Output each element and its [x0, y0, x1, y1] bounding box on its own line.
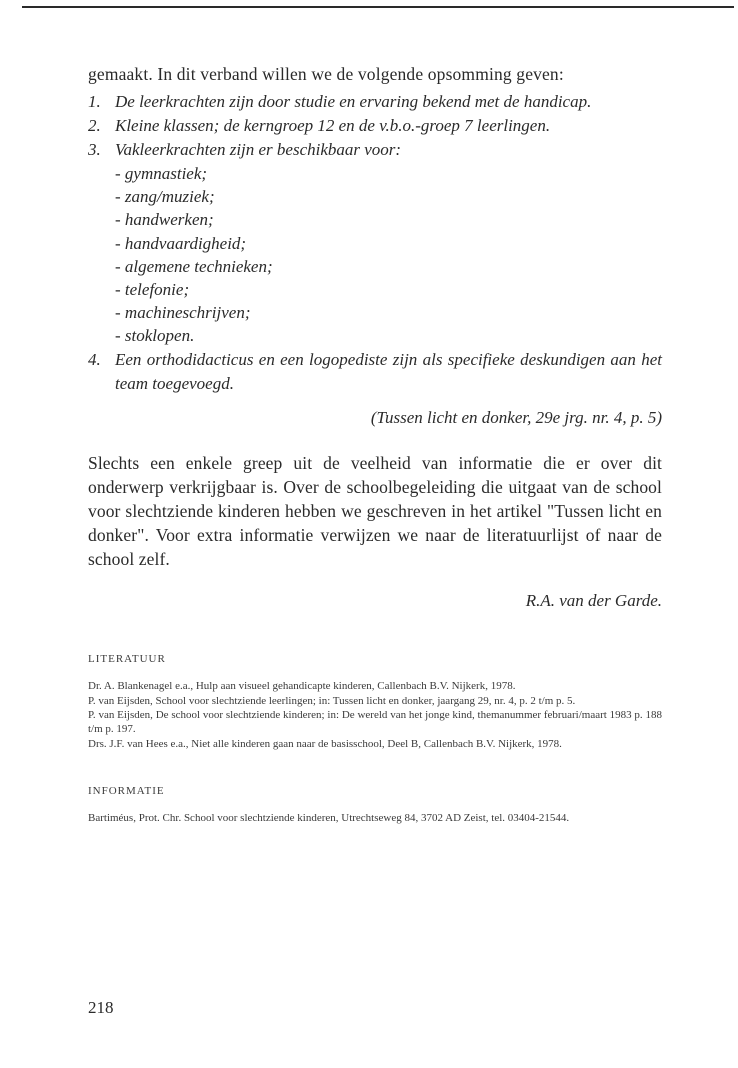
reference-list [88, 679, 662, 751]
intro-line: gemaakt. In dit verband willen we de volgende opsomming geven: [88, 64, 564, 84]
source-citation: (Tussen licht en donker, 29e jrg. nr. 4, p. 5) [370, 407, 662, 427]
list-item-number: 2. [88, 116, 101, 135]
reference-item: P. van Eijsden, School voor slechtziende leerlingen; in: Tussen licht en donker, jaargang 29, nr. 4, p. 2 t/m p. 5. [88, 694, 576, 707]
page-number: 218 [88, 998, 114, 1017]
subject-item: - handvaardigheid; [115, 233, 247, 253]
list-item [88, 348, 662, 396]
literature-heading: LITERATUUR [88, 653, 166, 666]
reference-item: Drs. J.F. van Hees e.a., Niet alle kinderen gaan naar de basisschool, Deel B, Callenbach B.V. Nijkerk, 1978. [88, 737, 562, 750]
information-text: Bartiméus, Prot. Chr. School voor slechtziende kinderen, Utrechtseweg 84, 3702 AD Zeist, tel. 03404-21544. [88, 812, 570, 825]
list-item [88, 114, 662, 138]
subject-item: - zang/muziek; [115, 187, 215, 207]
reference-item: Dr. A. Blankenagel e.a., Hulp aan visueel gehandicapte kinderen, Callenbach B.V. Nijkerk, 1978. [88, 680, 516, 693]
subject-item: - stoklopen. [115, 326, 195, 346]
subject-item: - machineschrijven; [115, 303, 251, 323]
list-item-number: 3. [88, 140, 101, 159]
subject-item: - gymnastiek; [115, 164, 208, 183]
enumerated-list [88, 90, 662, 396]
information-heading: INFORMATIE [88, 785, 165, 798]
list-item [88, 138, 662, 348]
list-item-number: 4. [88, 349, 101, 369]
list-item-number: 1. [88, 92, 101, 111]
list-item-text: Kleine klassen; de kerngroep 12 en de v.b.o.-groep 7 leerlingen. [115, 116, 551, 135]
subject-item: - handwerken; [115, 210, 214, 230]
subject-item: - algemene technieken; [115, 256, 273, 276]
subject-item: - telefonie; [115, 280, 190, 300]
subject-list [115, 162, 662, 348]
list-item-text: Een orthodidacticus en een logopediste zijn als specifieke deskundigen aan het team toegevoegd. [115, 349, 662, 393]
author-signature: R.A. van der Garde. [525, 591, 662, 611]
top-rule [22, 6, 734, 8]
reference-item: P. van Eijsden, De school voor slechtziende kinderen; in: De wereld van het jonge kind, themanummer februari/maart 1983 p. 188 t/m p. 197. [88, 708, 662, 736]
list-item [88, 90, 662, 114]
page-content [88, 62, 662, 837]
list-item-text: Vakleerkrachten zijn er beschikbaar voor: [115, 140, 402, 159]
list-item-text: De leerkrachten zijn door studie en ervaring bekend met de handicap. [115, 92, 592, 111]
body-paragraph: Slechts een enkele greep uit de veelheid van informatie die er over dit onderwerp verkrijgbaar is. Over de schoolbegeleiding die uitgaat van de school voor slechtziende kinderen hebben we geschreven in het artikel "Tussen licht en donker". Voor extra informatie verwijzen we naar de literatuurlijst of naar de school zelf. [88, 452, 662, 570]
